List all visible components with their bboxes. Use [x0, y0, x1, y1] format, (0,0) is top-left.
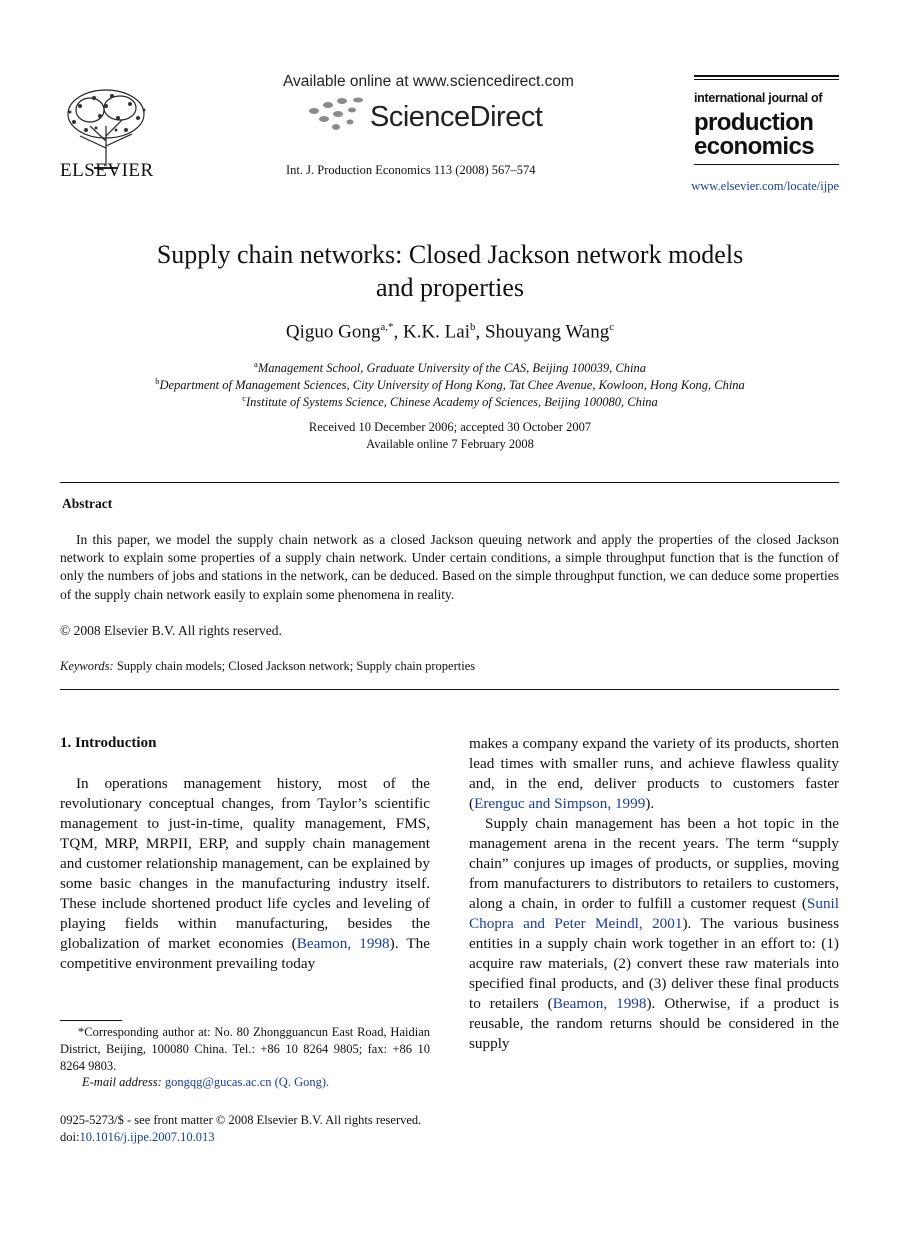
affiliation-marker: c — [242, 393, 246, 403]
affiliation-marker: b — [155, 376, 160, 386]
online-date: Available online 7 February 2008 — [366, 437, 534, 451]
affiliation — [40, 359, 860, 376]
affiliation-text: Institute of Systems Science, Chinese Academy of Sciences, Beijing 100080, China — [245, 395, 658, 410]
section-heading: 1. Introduction — [60, 735, 157, 751]
affiliation-text: Management School, Graduate University of the CAS, Beijing 100039, China — [257, 361, 646, 376]
author-name: Qiguo Gong — [285, 321, 381, 343]
keywords-list: Supply chain models; Closed Jackson network; Supply chain properties — [116, 659, 476, 673]
journal-name — [694, 111, 814, 159]
abstract-text: In this paper, we model the supply chain network as a closed Jackson queuing network and apply the properties of the closed Jackson network to explain some properties of a supply chain network. Under certain conditions, a simple throughput function that is the function of only the numbers of jobs and stations in the network, can be deduced. Based on the simple throughput function, we can deduce some properties of the supply chain network easily to explain some phenomena in reality. — [60, 532, 839, 602]
affiliation — [40, 393, 860, 410]
paragraph-text: ). The various business entities in a supply chain work together in an effort to: (1) acquire raw materials, (2) convert these raw materials into specified final products, and (3) deliver these final products to retailers ( — [469, 915, 839, 1012]
citation-link[interactable]: Erenguc and Simpson, 1999 — [474, 795, 646, 812]
author-affil-marker: c — [609, 321, 615, 333]
article-title — [60, 238, 840, 304]
paragraph-text: Supply chain management has been a hot topic in the management arena in the recent years. The term “supply chain” conjures up images of products, or supplies, moving from manufacturers to distributors to retailers to customers, along a chain, in order to fulfill a customer request ( — [469, 815, 839, 912]
doi-link[interactable]: 10.1016/j.ijpe.2007.10.013 — [79, 1130, 215, 1144]
title-line1: Supply chain networks: Closed Jackson network models — [156, 240, 744, 269]
doi-line — [60, 1130, 215, 1145]
email-label: E-mail address: — [82, 1075, 162, 1089]
author-list: Qiguo Gong$^{a,*}$, K.K. Lai$^b$, Shouyang Wang$^c$ — [285, 321, 615, 343]
abstract-heading: Abstract — [62, 496, 113, 511]
abstract-top-rule — [60, 482, 839, 483]
author-name: K.K. Lai — [402, 321, 470, 343]
citation-link[interactable]: Beamon, 1998 — [552, 995, 647, 1012]
email-author-name: (Q. Gong). — [274, 1075, 330, 1089]
abstract-bottom-rule — [60, 689, 839, 690]
left-column — [60, 774, 430, 974]
abstract-copyright: © 2008 Elsevier B.V. All rights reserved. — [60, 623, 282, 638]
issn-line: 0925-5273/$ - see front matter © 2008 Elsevier B.V. All rights reserved. — [60, 1113, 422, 1127]
journal-url-link[interactable]: www.elsevier.com/locate/ijpe — [691, 179, 839, 193]
intro-paragraph — [60, 774, 430, 974]
author-affil-marker: a,* — [380, 321, 394, 333]
paragraph-text: ). — [645, 795, 655, 812]
paragraph-text: makes a company expand the variety of its products, shorten lead times with smaller runs, and achieve flawless quality and, in the end, deliver products to customers faster ( — [469, 735, 839, 812]
footnote-email — [82, 1075, 329, 1090]
journal-rule-top — [694, 75, 839, 77]
corresponding-author-footnote: *Corresponding author at: No. 80 Zhongguancun East Road, Haidian District, Beijing, 100080 China. Tel.: +86 10 8264 9805; fax: +86 10 8264 9803. — [60, 1025, 430, 1073]
paragraph-text: In operations management history, most of the revolutionary conceptual changes, from Taylor’s scientific management to just-in-time, quality management, FMS, TQM, MRP, MRPII, ERP, and supply chain management and customer relationship management, can be explained by some basic changes in the manufacturing industry itself. These include shortened product life cycles and leveling of playing fields within manufacturing, besides the globalization of market economies ( — [60, 775, 430, 952]
citation-link[interactable]: Sunil Chopra and Peter Meindl, 2001 — [469, 895, 839, 932]
journal-name-line2: production — [694, 109, 814, 136]
journal-rule-top-thin — [694, 79, 839, 80]
right-column — [469, 734, 839, 1054]
affiliation-marker: a — [254, 359, 258, 369]
affiliation — [40, 376, 860, 393]
author-name: Shouyang Wang — [484, 321, 610, 343]
intro-paragraph — [469, 814, 839, 1054]
keywords-label: Keywords: — [60, 659, 114, 673]
paragraph-text: ). Otherwise, if a product is reusable, the random returns should be considered in the supply — [469, 995, 839, 1052]
footnote-rule — [60, 1020, 122, 1021]
journal-citation: Int. J. Production Economics 113 (2008) 567–574 — [286, 163, 536, 177]
received-date: Received 10 December 2006; accepted 30 October 2007 — [308, 420, 592, 434]
journal-rule-bottom — [694, 164, 839, 165]
citation-link[interactable]: Beamon, 1998 — [296, 935, 390, 952]
available-online-text: Available online at www.sciencedirect.com — [283, 73, 574, 90]
sciencedirect-wordmark: ScienceDirect — [370, 101, 543, 133]
doi-label: doi: — [60, 1130, 80, 1144]
journal-name-line3: economics — [694, 133, 814, 160]
paragraph-text: ). The competitive environment prevailing today — [60, 935, 430, 972]
email-link[interactable]: gongqg@gucas.ac.cn — [164, 1075, 272, 1089]
journal-name-line1: international journal of — [694, 91, 823, 105]
intro-paragraph-cont — [469, 734, 839, 814]
author-affil-marker: b — [469, 321, 476, 333]
keywords — [60, 659, 475, 674]
title-line2: and properties — [375, 273, 524, 302]
publisher-name: ELSEVIER — [60, 160, 154, 181]
affiliation-text: Department of Management Sciences, City University of Hong Kong, Tat Chee Avenue, Kowloon, Hong Kong, China — [159, 378, 745, 393]
article-dates — [60, 419, 840, 453]
sciencedirect-dots-icon — [306, 97, 368, 133]
